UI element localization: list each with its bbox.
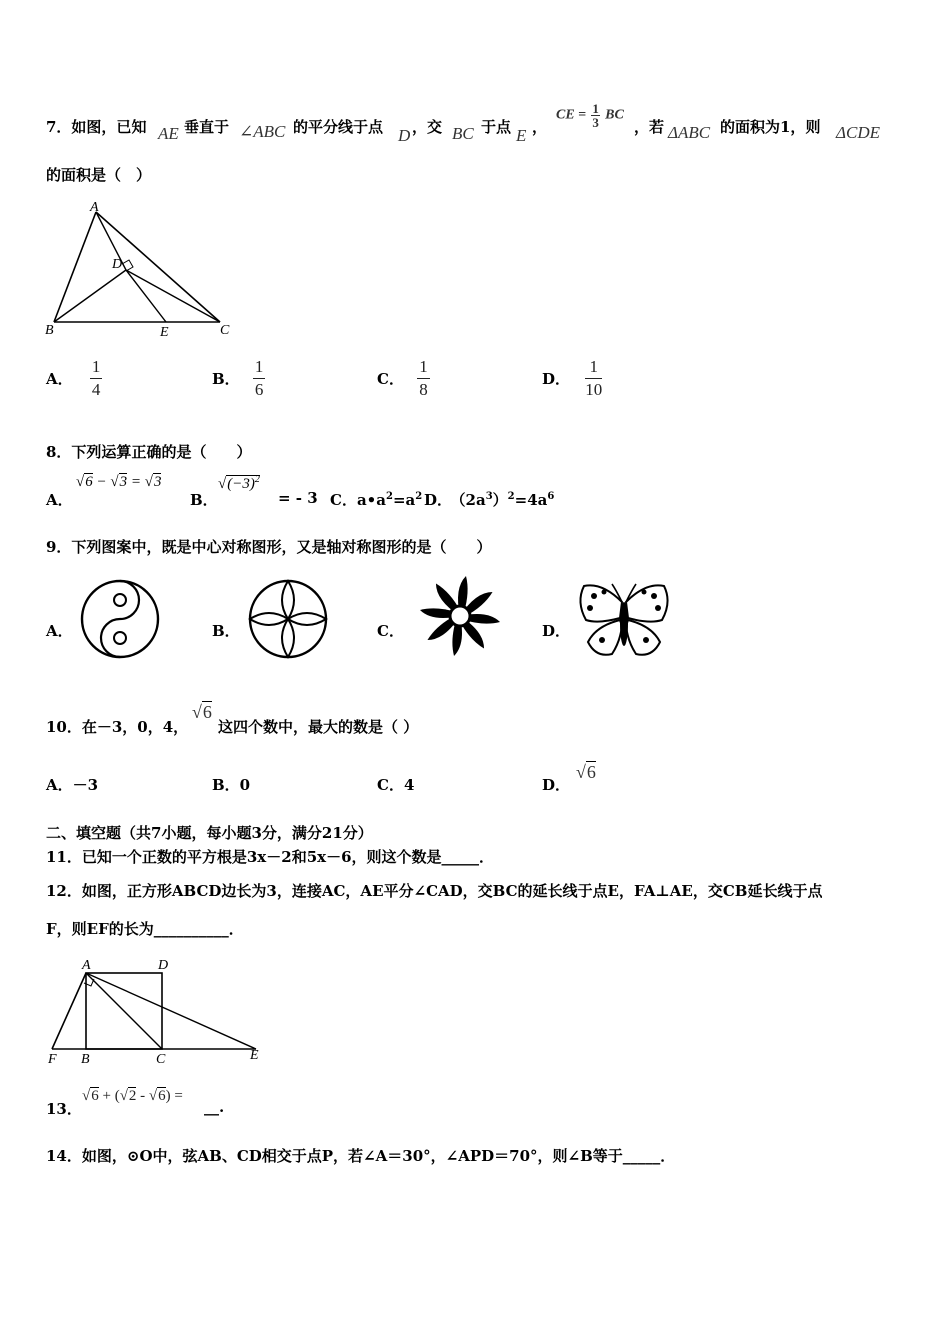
q9-stem: 9．下列图案中，既是中心对称图形，又是轴对称图形的是（ ）	[46, 538, 492, 556]
q7-e: E	[516, 126, 527, 145]
q8-d-exp3: 6	[547, 491, 555, 502]
q12-label-f: F	[48, 1052, 57, 1067]
q7-text-6: ，	[532, 118, 548, 136]
q7-option-d-num: 1	[585, 356, 602, 379]
q7-option-d-den: 10	[585, 380, 603, 399]
q7-stem-line2: 的面积是（ ）	[46, 166, 152, 184]
q8-b-radicand	[226, 475, 260, 492]
q10-stem-1: 10．在－3，0，4，	[46, 718, 189, 736]
q10-option-d-sqrt: √6	[576, 762, 596, 782]
q8-b-radical-sign: √	[218, 476, 227, 492]
q7-option-b-frac	[253, 356, 266, 401]
q7-seg-dc	[126, 270, 220, 322]
q7-option-c-frac	[417, 356, 430, 401]
q7-option-a-num: 1	[90, 356, 103, 379]
q9-option-c-pinwheel-flower[interactable]	[410, 568, 510, 664]
q8-a-rad3: = √	[127, 474, 153, 490]
q8-b-label: B．	[190, 491, 218, 509]
q7-text-3: 的平分线于点	[293, 118, 384, 136]
q12-label-e: E	[250, 1048, 259, 1063]
q10-sqrt: √6	[192, 702, 212, 722]
q12-seg-ae	[86, 973, 256, 1049]
q9-option-d-butterfly[interactable]	[572, 578, 676, 664]
q8-b-expr	[218, 474, 260, 493]
q8-b-exp: 2	[254, 474, 260, 485]
q13-answer-blank[interactable]: __.	[204, 1098, 225, 1116]
q8-c-exp2: 2	[415, 491, 423, 502]
q8-option-a[interactable]	[46, 489, 73, 510]
q13-number: 13．	[46, 1100, 82, 1118]
q14-text: 14．如图，⊙O中，弦AB、CD相交于点P，若∠A＝30°，∠APD＝70°，则∠B等于_____．	[46, 1147, 676, 1165]
q7-text-5: 于点	[481, 118, 512, 136]
q8-a-v1: 6	[85, 474, 93, 490]
q7-option-a-label: A．	[46, 370, 73, 388]
q7-ae: AE	[158, 124, 179, 143]
q7-bc: BC	[452, 124, 474, 143]
q9-option-a-yinyang[interactable]	[74, 575, 166, 663]
section-2-heading: 二、填空题（共7小题，每小题3分，满分21分）	[46, 824, 373, 842]
q10-d-sqrt-val: 6	[586, 762, 596, 782]
q12-seg-af	[52, 973, 86, 1049]
q7-text-7: ，若	[634, 118, 665, 136]
q8-d-eq: =4a	[514, 491, 548, 509]
q8-c-eq: =a	[392, 491, 416, 509]
q13-part4: ) =	[165, 1088, 183, 1104]
q10-option-c[interactable]: C．4	[377, 776, 415, 794]
q9-option-a-label[interactable]: A．	[46, 622, 73, 640]
q12-seg-ac	[86, 973, 162, 1049]
q10-option-a[interactable]: A．－3	[46, 776, 99, 794]
q12-line2: F，则EF的长为__________．	[46, 920, 244, 938]
q13-expr	[82, 1088, 183, 1105]
q8-d-exp1: 3	[485, 491, 493, 502]
q10-option-d[interactable]	[542, 774, 570, 795]
q8-stem: 8．下列运算正确的是（ ）	[46, 443, 252, 461]
q7-tri-abc: ΔABC	[668, 123, 711, 142]
q8-option-b[interactable]	[190, 489, 218, 510]
q8-d-exp2: 2	[507, 491, 515, 502]
q7-label-a: A	[90, 200, 99, 215]
q11-text: 11．已知一个正数的平方根是3x－2和5x－6，则这个数是_____．	[46, 848, 495, 866]
q7-ce-right: BC	[605, 107, 624, 123]
q12-label-b: B	[81, 1052, 90, 1067]
q7-label-d: D	[112, 257, 123, 272]
q7-seg-de	[126, 270, 166, 322]
q7-angle-abc: ∠ABC	[239, 122, 286, 141]
q7-option-d[interactable]	[542, 356, 602, 401]
q8-option-d[interactable]	[424, 489, 554, 510]
q8-c-label: C．	[330, 491, 357, 509]
q7-text-2: 垂直于	[184, 118, 230, 136]
q8-c-expr: a•a	[356, 491, 386, 509]
q7-label-b: B	[45, 323, 54, 338]
q12-label-d: D	[158, 958, 169, 973]
q12-label-a: A	[82, 958, 91, 973]
q7-label-e: E	[160, 325, 169, 340]
q9-option-b-label[interactable]: B．	[212, 622, 240, 640]
q12-label-c: C	[156, 1052, 166, 1067]
q13-rad1: √	[82, 1088, 91, 1104]
q13-part2: + (√	[98, 1088, 128, 1104]
q13-part3: - √	[136, 1088, 158, 1104]
q9-option-d-label[interactable]: D．	[542, 622, 571, 640]
q8-a-label: A．	[46, 491, 73, 509]
q10-sqrt-val: 6	[202, 702, 212, 722]
q7-figure	[40, 198, 250, 340]
q7-tri-cde: ΔCDE	[836, 123, 880, 142]
q8-a-rad1: √	[76, 474, 85, 490]
q7-option-d-frac	[585, 356, 602, 401]
q7-option-a-den: 4	[91, 380, 101, 399]
q7-ce-formula	[556, 102, 624, 129]
q7-ce-left: CE =	[556, 107, 587, 123]
q9-option-b-circle-petals[interactable]	[238, 575, 338, 663]
q13-v2: 2	[128, 1088, 137, 1104]
q12-line1: 12．如图，正方形ABCD边长为3，连接AC，AE平分∠CAD，交BC的延长线于点E，FA⊥AE，交CB延长线于点	[46, 882, 823, 900]
q8-a-expr	[76, 474, 161, 491]
q7-option-b[interactable]	[212, 356, 265, 401]
q7-seg-ab	[54, 212, 96, 322]
q8-a-rad2: − √	[92, 474, 119, 490]
q7-option-c-den: 8	[419, 380, 428, 399]
q10-option-b[interactable]: B．0	[212, 776, 251, 794]
q7-option-c-label: C．	[377, 370, 404, 388]
q8-d-close: ）	[492, 491, 508, 509]
q7-text-4: ，交	[412, 118, 443, 136]
q8-a-v3: 3	[153, 474, 162, 490]
q8-d-label: D．	[424, 491, 453, 509]
q7-label-c: C	[220, 323, 230, 338]
q12-figure	[44, 955, 266, 1067]
q7-seg-bd	[54, 270, 126, 322]
q7-text-8: 的面积为1，则	[720, 118, 821, 136]
q8-b-tail: = - 3	[278, 489, 318, 507]
q8-c-exp1: 2	[385, 491, 393, 502]
q8-b-rad: (−3)	[227, 476, 255, 492]
q7-ce-num: 1	[592, 101, 599, 116]
q7-option-d-label: D．	[542, 370, 571, 388]
q7-ce-den: 3	[592, 115, 599, 130]
q7-option-c-num: 1	[417, 356, 430, 379]
q7-option-c[interactable]	[377, 356, 430, 401]
q10-option-d-label: D．	[542, 776, 571, 794]
q7-option-b-num: 1	[253, 356, 266, 379]
q7-option-b-label: B．	[212, 370, 240, 388]
q7-d: D	[398, 126, 411, 145]
q9-option-c-label[interactable]: C．	[377, 622, 404, 640]
q7-ce-frac	[591, 102, 600, 129]
q7-option-a-frac	[90, 356, 103, 401]
q7-option-b-den: 6	[254, 380, 264, 399]
q8-a-v2: 3	[119, 474, 128, 490]
q7-option-a[interactable]	[46, 356, 102, 401]
q13-v3: 6	[158, 1088, 166, 1104]
q7-text-1: 7．如图，已知	[46, 118, 147, 136]
q8-option-c[interactable]	[330, 489, 422, 510]
q13-v1: 6	[91, 1088, 99, 1104]
q8-d-expr: （2a	[458, 491, 486, 509]
q10-stem-2: 这四个数中，最大的数是（ ）	[218, 718, 419, 736]
